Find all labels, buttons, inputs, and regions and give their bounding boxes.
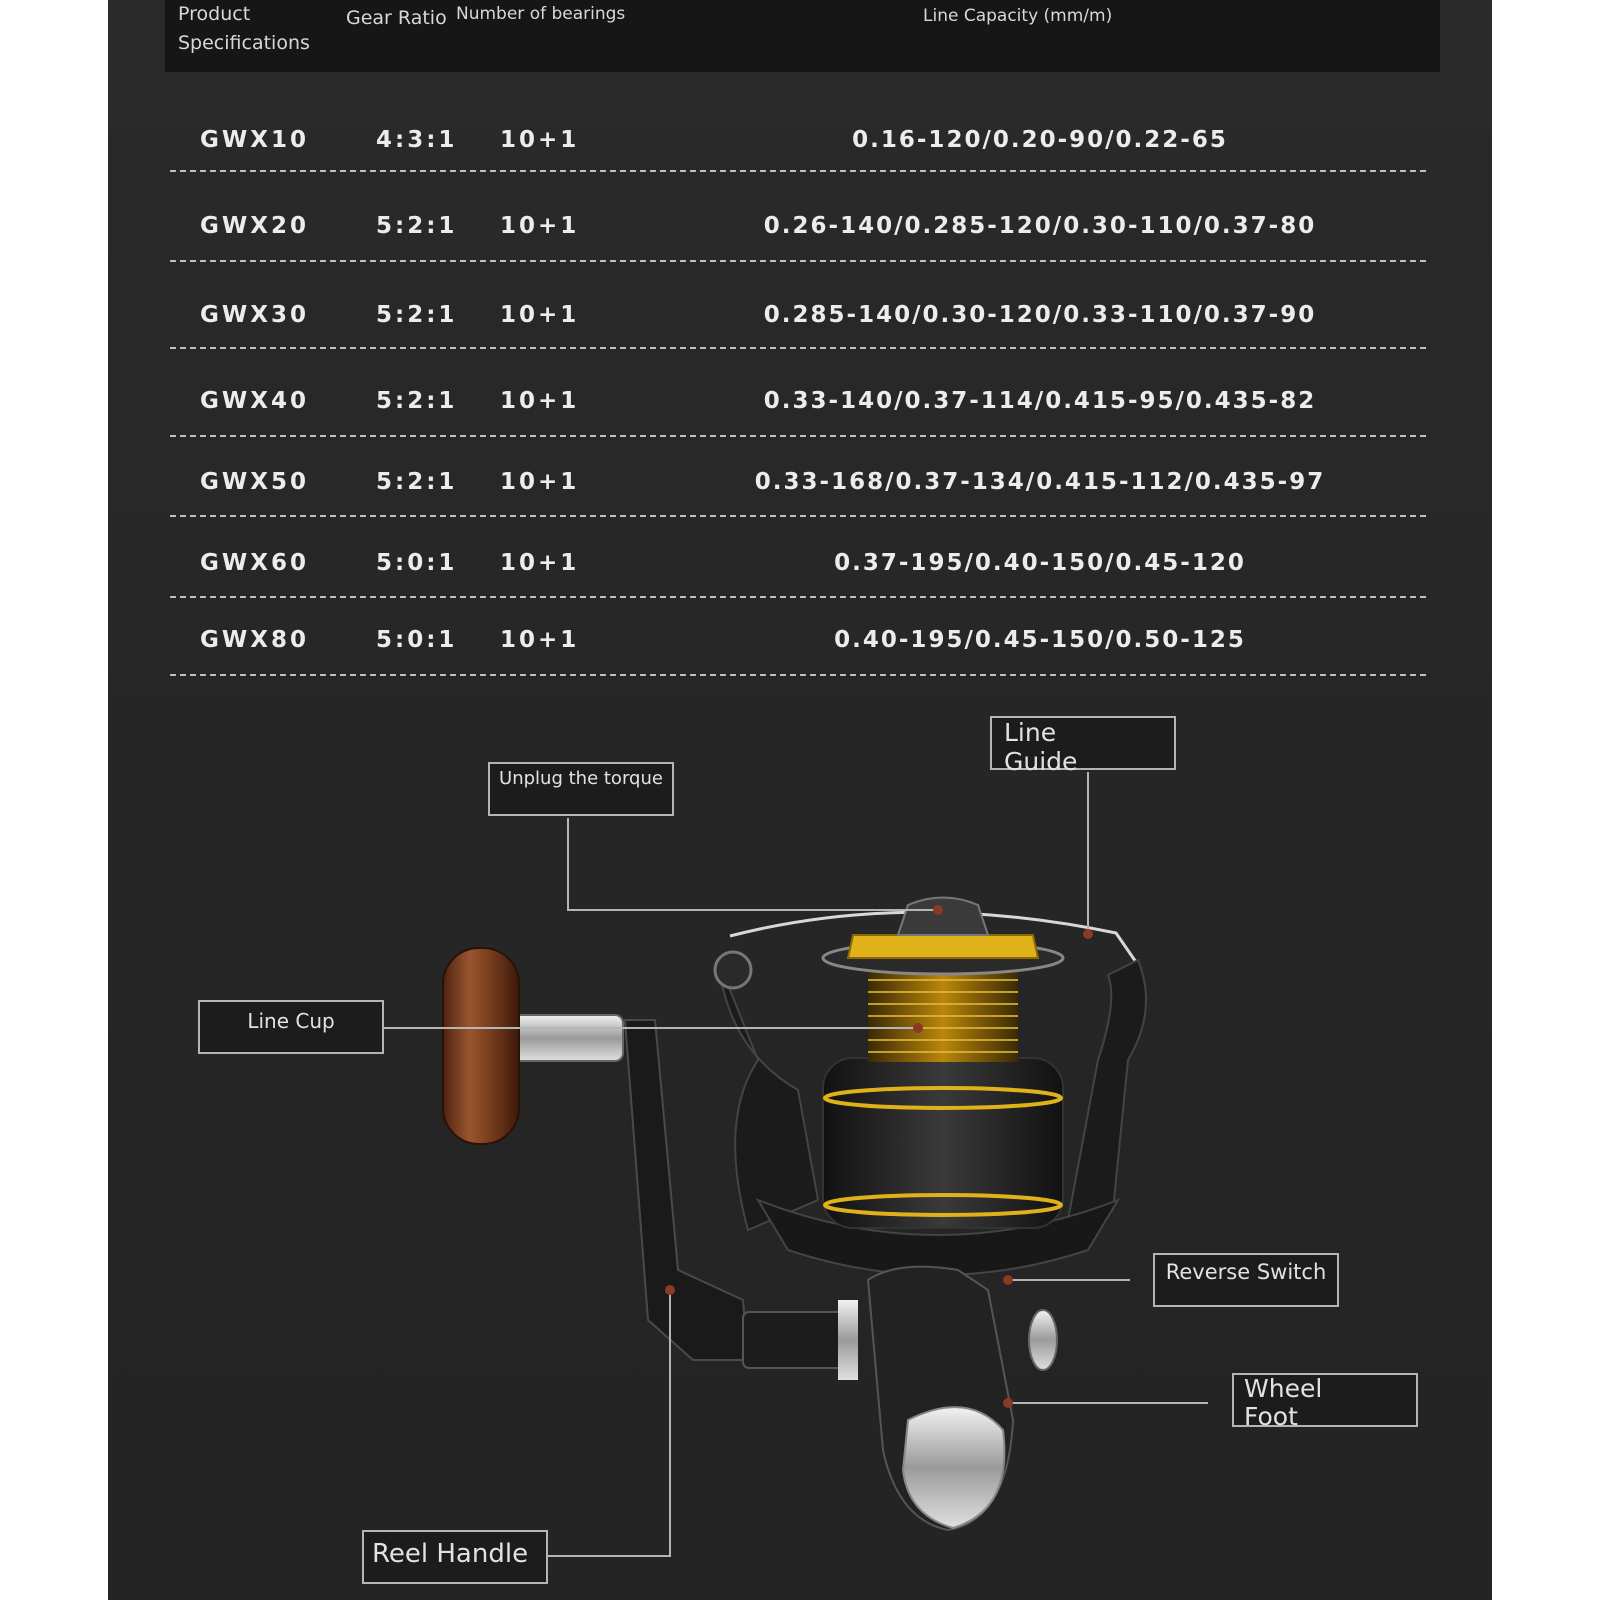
bearings-cell: 10+1 [500,388,580,414]
model-cell: GWX50 [200,469,309,495]
wheel-foot-text: Wheel Foot [1244,1374,1323,1431]
unplug-torque-label [488,762,674,816]
gear-ratio-cell: 5:0:1 [376,627,458,653]
model-cell: GWX30 [200,302,309,328]
spool-gold-collar [848,935,1038,958]
line-capacity-cell: 0.33-140/0.37-114/0.415-95/0.435-82 [763,388,1317,414]
header-gear-ratio: Gear Ratio [346,7,447,29]
model-cell: GWX80 [200,627,309,653]
reverse-switch-knob [1029,1310,1057,1370]
handle-collar [743,1312,853,1368]
bearings-cell: 10+1 [500,213,580,239]
model-cell: GWX40 [200,388,309,414]
reverse-switch-label [1153,1253,1339,1307]
wood-handle-knob [443,948,519,1144]
spool-skirt [823,1058,1063,1228]
gear-ratio-cell: 5:2:1 [376,302,458,328]
header-line-capacity: Line Capacity (mm/m) [923,6,1113,26]
model-cell: GWX20 [200,213,309,239]
line-capacity-cell: 0.33-168/0.37-134/0.415-112/0.435-97 [754,469,1326,495]
unplug-torque-text: Unplug the torque [499,768,663,789]
line-guide-label [990,716,1176,776]
line-capacity-cell: 0.285-140/0.30-120/0.33-110/0.37-90 [763,302,1317,328]
header-bearings: Number of bearings [456,4,626,24]
handle-chrome-ring [838,1300,858,1380]
reverse-switch-text: Reverse Switch [1165,1260,1327,1284]
line-capacity-cell: 0.37-195/0.40-150/0.45-120 [834,550,1246,576]
gear-ratio-cell: 4:3:1 [376,127,458,153]
handle-shaft [513,1015,623,1061]
model-cell: GWX60 [200,550,309,576]
gear-ratio-cell: 5:2:1 [376,388,458,414]
line-capacity-cell: 0.16-120/0.20-90/0.22-65 [852,127,1228,153]
reel-handle-label [362,1530,548,1584]
bearings-cell: 10+1 [500,127,580,153]
handle-crank-arm [625,1020,748,1360]
gear-ratio-cell: 5:2:1 [376,213,458,239]
rotor-arm-right [1068,960,1146,1220]
product-spec-panel [108,0,1492,1600]
bearings-cell: 10+1 [500,627,580,653]
header-product-specifications: Product Specifications [178,3,310,54]
bail-pivot [715,952,751,988]
gear-ratio-cell: 5:0:1 [376,550,458,576]
rotor-arm-left [718,960,818,1230]
line-cup-text: Line Cup [247,1009,335,1033]
line-cup-label [198,1000,384,1054]
bearings-cell: 10+1 [500,302,580,328]
reel-diagram [108,0,1492,1600]
model-cell: GWX10 [200,127,309,153]
line-guide-text: Line Guide [1004,718,1078,776]
gear-ratio-cell: 5:2:1 [376,469,458,495]
line-capacity-cell: 0.40-195/0.45-150/0.50-125 [834,627,1246,653]
reel-handle-text: Reel Handle [372,1539,529,1569]
drag-knob [898,898,988,936]
bearings-cell: 10+1 [500,469,580,495]
wheel-foot-label [1232,1373,1418,1431]
bearings-cell: 10+1 [500,550,580,576]
line-capacity-cell: 0.26-140/0.285-120/0.30-110/0.37-80 [763,213,1317,239]
